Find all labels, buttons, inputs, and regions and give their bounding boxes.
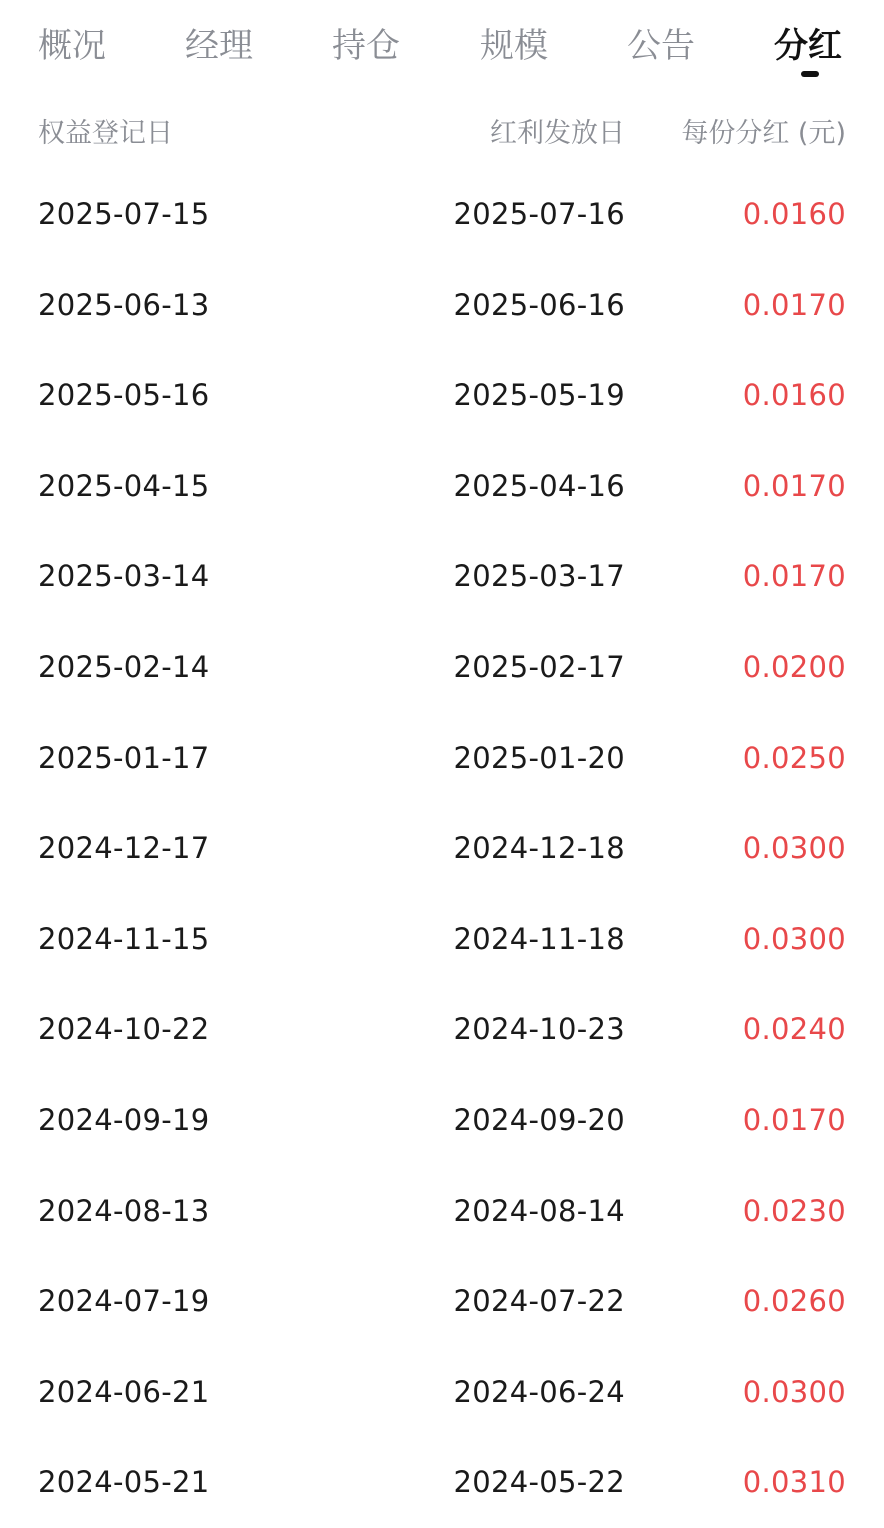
record-date-cell: 2024-09-19 (38, 1102, 210, 1137)
pay-date-cell: 2025-03-17 (453, 559, 625, 594)
dividend-amount-cell: 0.0230 (742, 1193, 846, 1228)
record-date-cell: 2025-01-17 (38, 740, 210, 775)
pay-date-cell: 2025-06-16 (453, 287, 625, 322)
dividend-amount-cell: 0.0300 (742, 921, 846, 956)
pay-date-cell: 2024-11-18 (453, 921, 625, 956)
record-date-cell: 2024-08-13 (38, 1193, 210, 1228)
table-row (0, 1075, 884, 1166)
pay-date-cell: 2024-08-14 (453, 1193, 625, 1228)
table-row (0, 350, 884, 441)
dividend-amount-cell: 0.0170 (742, 287, 846, 322)
pay-date-cell: 2025-02-17 (453, 649, 625, 684)
record-date-cell: 2025-07-15 (38, 197, 210, 231)
pay-date-cell: 2025-04-16 (453, 468, 625, 503)
dividend-amount-cell: 0.0260 (742, 1284, 846, 1319)
table-row (0, 894, 884, 985)
pay-date-cell: 2025-05-19 (453, 378, 625, 413)
dividend-amount-cell: 0.0310 (742, 1465, 846, 1500)
table-row (0, 622, 884, 713)
dividend-amount-cell: 0.0300 (742, 831, 846, 866)
tab-bar (0, 0, 884, 90)
table-header (0, 112, 884, 156)
record-date-cell: 2025-02-14 (38, 649, 210, 684)
tab-manager[interactable]: 经理 (185, 26, 253, 66)
tab-dividends[interactable]: 分红 (774, 26, 842, 66)
dividend-amount-cell: 0.0160 (742, 197, 846, 231)
record-date-cell: 2024-05-21 (38, 1465, 210, 1500)
dividend-amount-cell: 0.0160 (742, 378, 846, 413)
table-row (0, 984, 884, 1075)
table-row (0, 713, 884, 804)
dividend-amount-cell: 0.0240 (742, 1012, 846, 1047)
record-date-cell: 2024-06-21 (38, 1374, 210, 1409)
tab-scale[interactable]: 规模 (480, 26, 548, 66)
active-tab-indicator (801, 71, 819, 77)
table-row (0, 531, 884, 622)
pay-date-cell: 2024-06-24 (453, 1374, 625, 1409)
table-row (0, 803, 884, 894)
tab-overview[interactable]: 概况 (38, 26, 106, 66)
record-date-cell: 2024-12-17 (38, 831, 210, 866)
table-row (0, 260, 884, 351)
table-row (0, 1437, 884, 1528)
pay-date-cell: 2024-09-20 (453, 1102, 625, 1137)
dividend-amount-cell: 0.0170 (742, 468, 846, 503)
dividend-amount-cell: 0.0250 (742, 740, 846, 775)
tab-announcements[interactable]: 公告 (627, 26, 695, 66)
dividend-amount-cell: 0.0300 (742, 1374, 846, 1409)
record-date-cell: 2024-07-19 (38, 1284, 210, 1319)
record-date-cell: 2025-03-14 (38, 559, 210, 594)
pay-date-cell: 2024-05-22 (453, 1465, 625, 1500)
pay-date-cell: 2024-10-23 (453, 1012, 625, 1047)
pay-date-cell: 2025-07-16 (453, 197, 625, 231)
table-row (0, 169, 884, 260)
pay-date-cell: 2024-07-22 (453, 1284, 625, 1319)
dividend-amount-cell: 0.0170 (742, 1102, 846, 1137)
record-date-cell: 2025-04-15 (38, 468, 210, 503)
pay-date-cell: 2024-12-18 (453, 831, 625, 866)
record-date-cell: 2025-05-16 (38, 378, 210, 413)
table-row (0, 1166, 884, 1257)
pay-date-cell: 2025-01-20 (453, 740, 625, 775)
record-date-cell: 2024-11-15 (38, 921, 210, 956)
header-dividend-amount: 每份分红 (元) (681, 118, 846, 149)
header-record-date: 权益登记日 (38, 118, 173, 149)
table-row (0, 1256, 884, 1347)
record-date-cell: 2025-06-13 (38, 287, 210, 322)
record-date-cell: 2024-10-22 (38, 1012, 210, 1047)
table-row (0, 441, 884, 532)
tab-holdings[interactable]: 持仓 (332, 26, 400, 66)
header-pay-date: 红利发放日 (490, 118, 625, 149)
dividend-amount-cell: 0.0170 (742, 559, 846, 594)
dividend-table (0, 169, 884, 1528)
table-row (0, 1347, 884, 1438)
dividend-amount-cell: 0.0200 (742, 649, 846, 684)
